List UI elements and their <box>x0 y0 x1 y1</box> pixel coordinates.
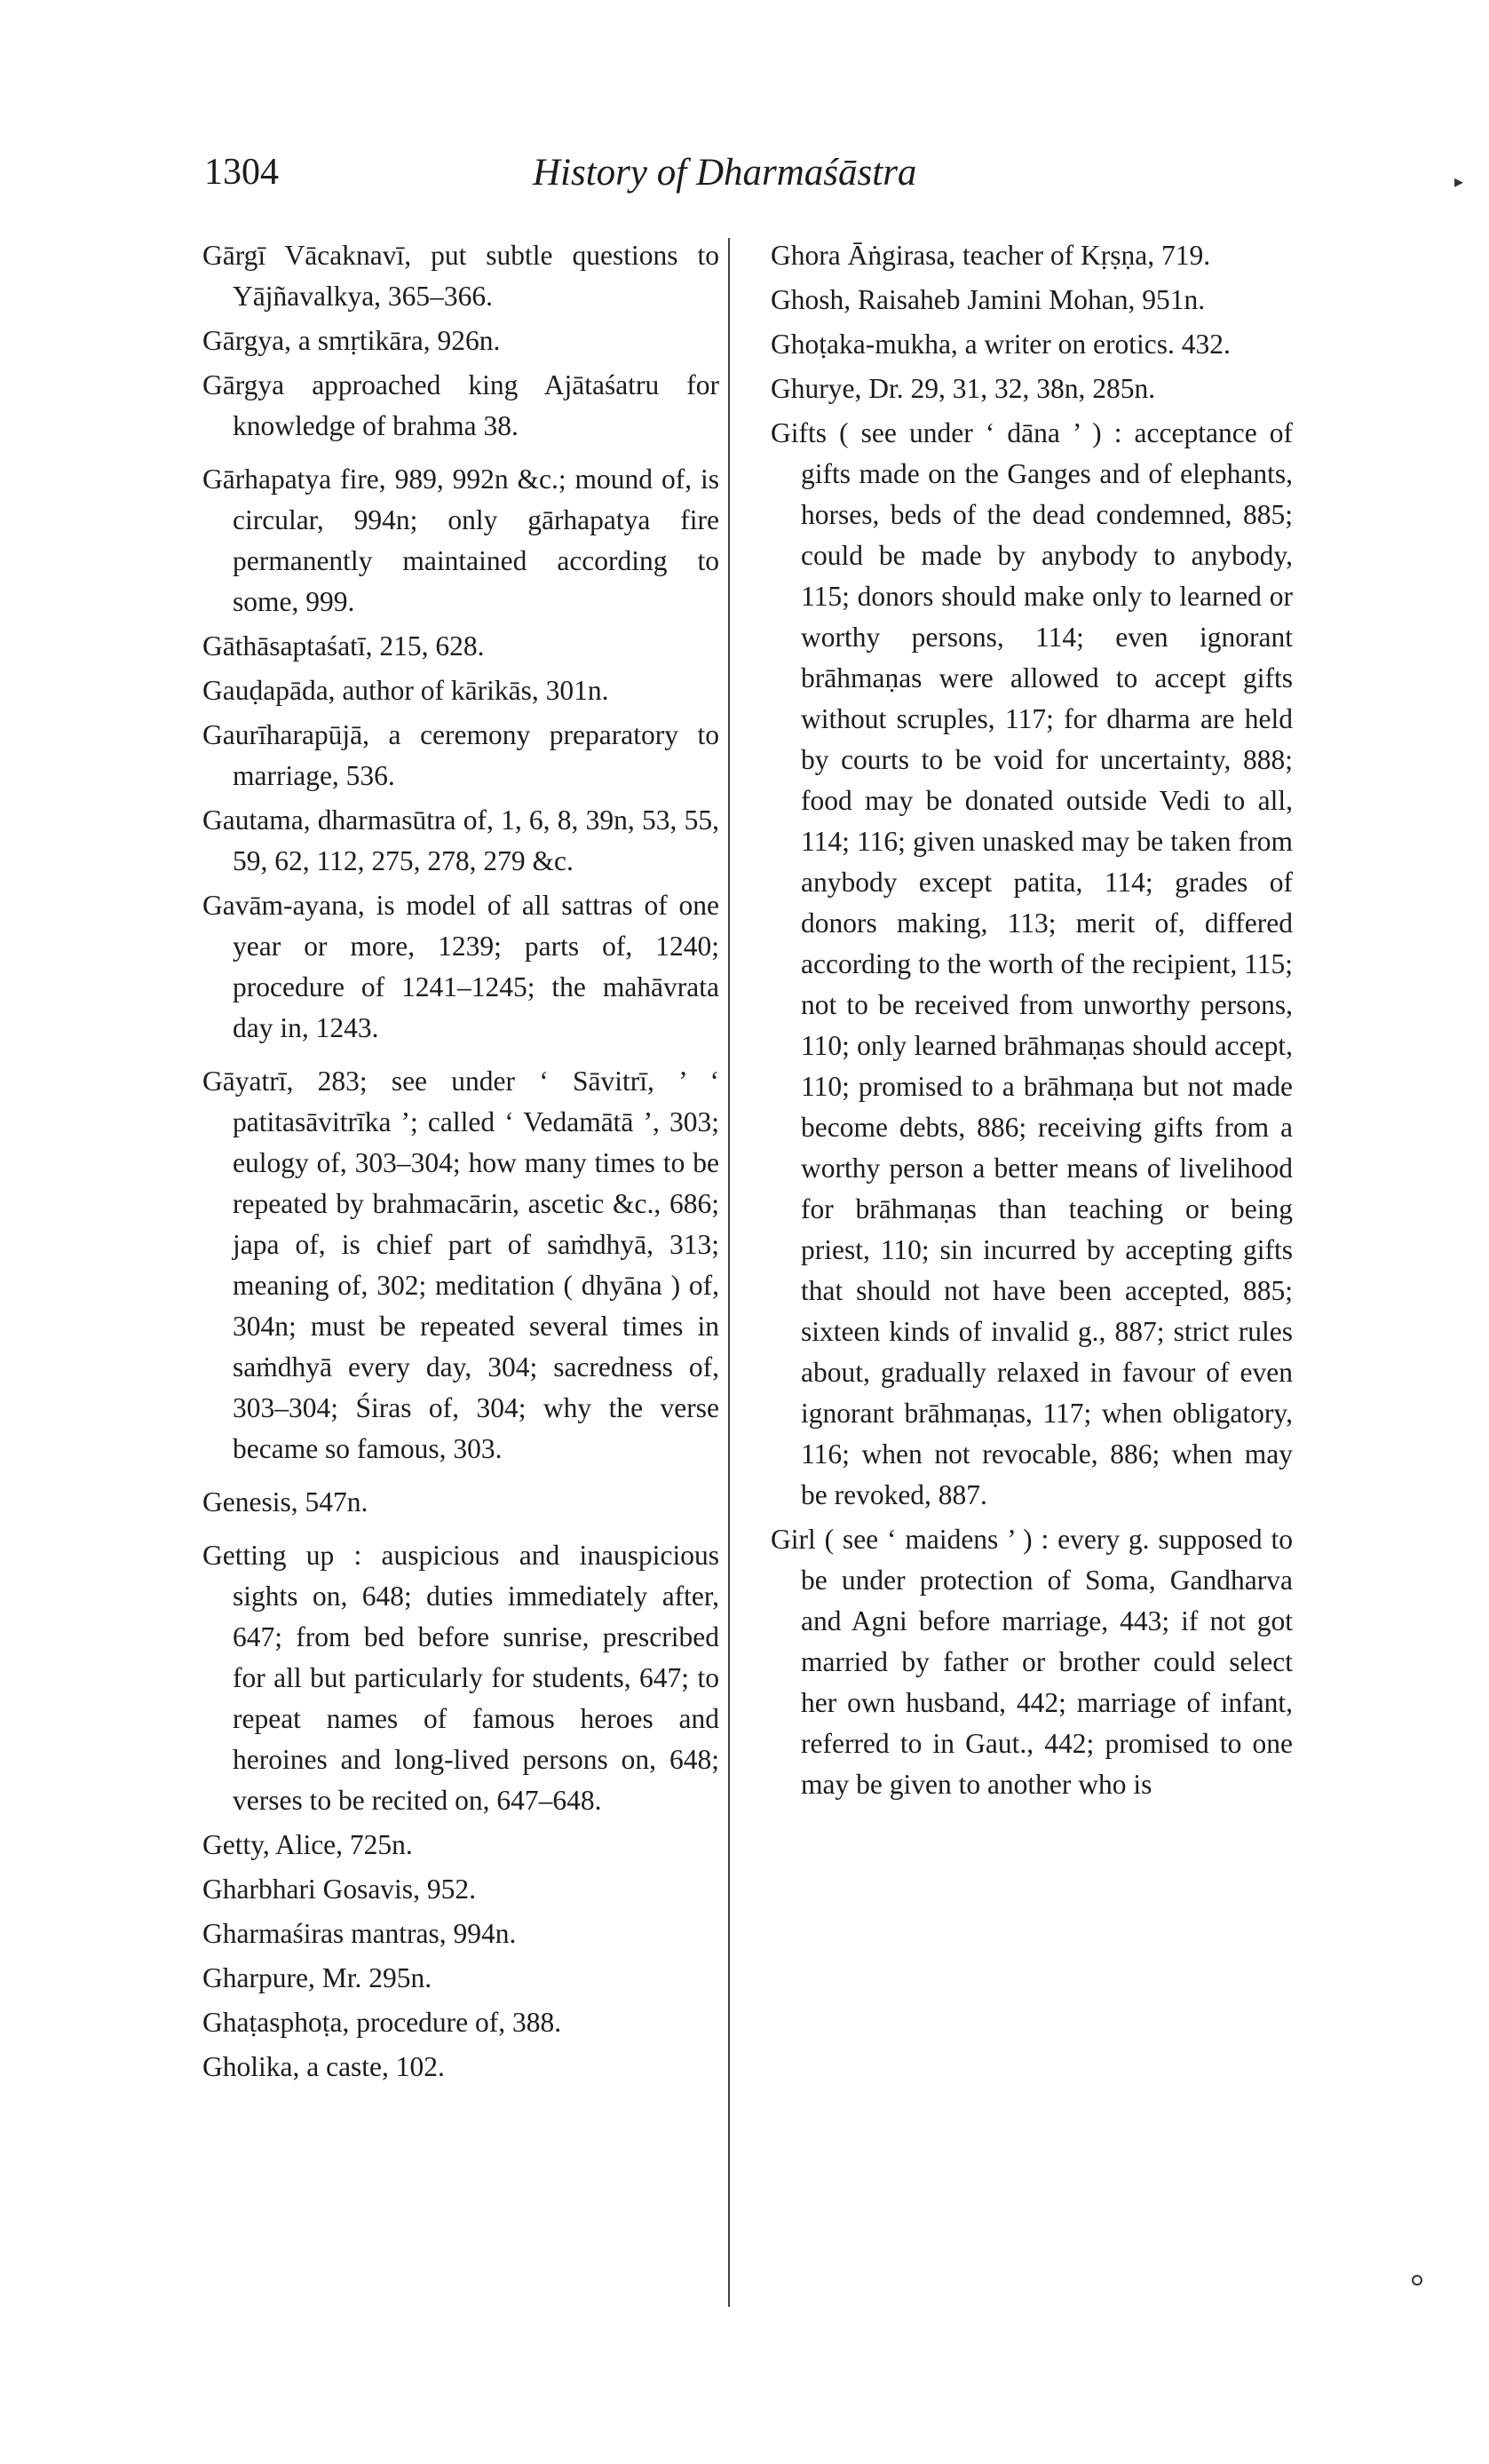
index-entry: Girl ( see ‘ maidens ’ ) : every g. supposed to be under protection of Soma, Gandharva and Agni before marriage, 443; if not got married by father or brother could select her own husband, 442; marriage of infant, referred to in Gaut., 442; promised to one may be given to another who is <box>771 1524 1293 1800</box>
index-entry: Ghaṭasphoṭa, procedure of, 388. <box>202 2007 562 2038</box>
index-entry: Getting up : auspicious and inauspicious sights on, 648; duties immediately after, 647; from bed before sunrise, prescribed for all but particularly for students, 647; to repeat names of famous heroes and heroines and long-lived persons on, 648; verses to be recited on, 647–648. <box>202 1540 719 1816</box>
index-entry: Gharpure, Mr. 295n. <box>202 1962 432 1993</box>
index-entry: Ghurye, Dr. 29, 31, 32, 38n, 285n. <box>771 373 1156 404</box>
page-number: 1304 <box>204 152 279 193</box>
running-title: History of Dharmaśāstra <box>533 152 917 194</box>
index-entry: Gaurīharapūjā, a ceremony preparatory to marriage, 536. <box>202 719 719 791</box>
index-entry: Gārhapatya fire, 989, 992n &c.; mound of, is circular, 994n; only gārhapatya fire permanently maintained according to some, 999. <box>202 463 719 617</box>
index-entry: Gifts ( see under ‘ dāna ’ ) : acceptance of gifts made on the Ganges and of elephants, horses, beds of the dead condemned, 885; could be made by anybody to anybody, 115; donors should make only to learned or worthy persons, 114; even ignorant brāhmaṇas were allowed to accept gifts without scruples, 117; for dharma are held by courts to be void for uncertainty, 888; food may be donated outside Vedi to all, 114; 116; given unasked may be taken from anybody except patita, 114; grades of donors making, 113; merit of, differed according to the worth of the recipient, 115; not to be received from unworthy persons, 110; only learned brāhmaṇas should accept, 110; promised to a brāhmaṇa but not made become debts, 886; receiving gifts from a worthy person a better means of livelihood for brāhmaṇas than teaching or being priest, 110; sin incurred by accepting gifts that should not have been accepted, 885; sixteen kinds of invalid g., 887; strict rules about, gradually relaxed in favour of even ignorant brāhmaṇas, 117; when obligatory, 116; when not revocable, 886; when may be revoked, 887. <box>771 417 1293 1510</box>
corner-mark: ▸ <box>1454 172 1464 192</box>
index-entry: Gāyatrī, 283; see under ‘ Sāvitrī, ’ ‘ patitasāvitrīka ’; called ‘ Vedamātā ’, 303; eulogy of, 303–304; how many times to be repeated by brahmacārin, ascetic &c., 686; japa of, is chief part of saṁdhyā, 313; meaning of, 302; meditation ( dhyāna ) of, 304n; must be repeated several times in saṁdhyā every day, 304; sacredness of, 303–304; Śiras of, 304; why the verse became so famous, 303. <box>202 1066 719 1464</box>
index-entry: Gavām-ayana, is model of all sattras of one year or more, 1239; parts of, 1240; procedure of 1241–1245; the mahāvrata day in, 1243. <box>202 890 719 1043</box>
index-entry: Gharbhari Gosavis, 952. <box>202 1874 476 1905</box>
index-entry: Gārgya, a smṛtikāra, 926n. <box>202 325 501 356</box>
index-entry: Ghosh, Raisaheb Jamini Mohan, 951n. <box>771 284 1206 315</box>
column-divider <box>728 238 730 2307</box>
index-entry: Ghoṭaka-mukha, a writer on erotics. 432. <box>771 329 1231 360</box>
index-entry: Gārgya approached king Ajātaśatru for knowledge of brahma 38. <box>202 369 719 441</box>
index-entry: Genesis, 547n. <box>202 1486 368 1517</box>
index-entry: Ghora Āṅgirasa, teacher of Kṛṣṇa, 719. <box>771 240 1211 271</box>
index-entry: Getty, Alice, 725n. <box>202 1829 413 1860</box>
stray-mark <box>1412 2275 1422 2286</box>
index-entry: Gautama, dharmasūtra of, 1, 6, 8, 39n, 53, 55, 59, 62, 112, 275, 278, 279 &c. <box>202 804 719 876</box>
right-column <box>771 235 1293 1809</box>
index-entry: Gāthāsaptaśatī, 215, 628. <box>202 630 485 662</box>
index-entry: Gārgī Vācaknavī, put subtle questions to Yājñavalkya, 365–366. <box>202 240 719 312</box>
left-column <box>202 235 719 2091</box>
index-entry: Gholika, a caste, 102. <box>202 2051 445 2082</box>
page-header <box>204 151 1314 204</box>
index-entry: Gharmaśiras mantras, 994n. <box>202 1918 517 1949</box>
index-entry: Gauḍapāda, author of kārikās, 301n. <box>202 675 609 706</box>
